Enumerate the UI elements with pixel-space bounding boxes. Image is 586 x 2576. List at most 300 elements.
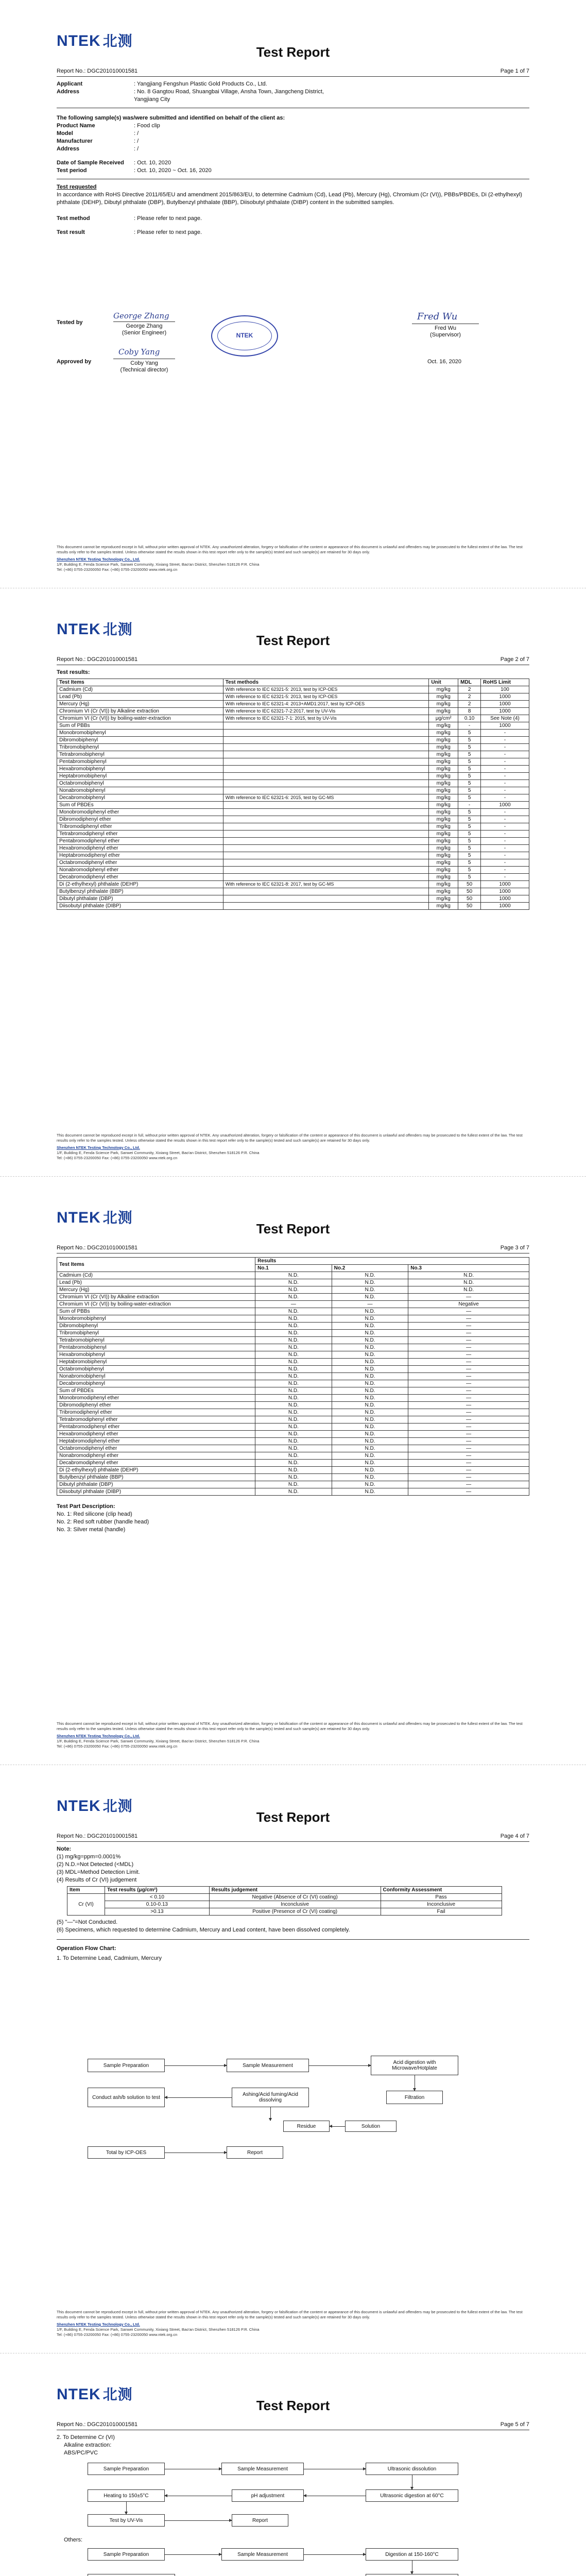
table-cell: N.D. [255,1294,332,1301]
table-cell: — [408,1294,529,1301]
judge-col-item: Item [67,1887,105,1894]
table-cell: mg/kg [429,881,458,888]
table-cell: With reference to IEC 62321-7-1: 2015, test by UV-Vis [223,715,429,722]
table-cell: N.D. [332,1416,408,1423]
table-cell: Tribromobiphenyl [57,744,223,751]
note-1: (1) mg/kg=ppm=0.0001% [57,1854,121,1860]
table-cell [223,802,429,809]
table-row [57,881,529,888]
table-cell: mg/kg [429,744,458,751]
table-cell: With reference to IEC 62321-6: 2015, test by GC-MS [223,794,429,802]
table-cell: N.D. [332,1272,408,1279]
table-cell: Butylbenzyl phthalate (BBP) [57,888,223,895]
table-cell: mg/kg [429,888,458,895]
table-cell: N.D. [332,1308,408,1315]
manufacturer-label: Manufacturer [57,138,93,144]
table-cell: N.D. [332,1351,408,1359]
page-footer: This document cannot be reproduced except in full, without prior written approval of NTEK. Any unauthorized alteration, forgery or falsification of the content or appearance of this document is unlawful and offenders may be prosecuted to the fullest extent of the law. The test results only refer to the samples tested. Unless otherwise stated the results shown in this test report refer only to the sample(s) tested and such sample(s) are retained for 30 days only. Shenzhen NTEK Testing Technology Co., Ltd. 1/F, Building E, Fenda Science Park, Sanwei Community, Xixiang Street, Bao'an District, Shenzhen 518126 P.R. China Tel: (+86) 0755-23200050 Fax: (+86) 0755-23200050 www.ntek.org.cn [57,1721,523,1749]
table-row [57,1467,529,1474]
table-cell: With reference to IEC 62321-8: 2017, test by GC-MS [223,881,429,888]
flow-sample-measurement: Sample Measurement [227,2059,309,2072]
table-cell: - [481,823,529,831]
table-cell: 5 [458,852,481,859]
table-cell [223,867,429,874]
tested-by-label: Tested by [57,319,83,326]
table-cell: mg/kg [429,693,458,701]
table-cell: N.D. [255,1315,332,1323]
table-cell: N.D. [332,1488,408,1496]
ntek-logo: NTEK 北测 [57,1798,133,1815]
table-row [57,787,529,794]
table-cell: mg/kg [429,722,458,730]
table-cell: mg/kg [429,895,458,903]
table-cell: Diisobutyl phthalate (DIBP) [57,1488,255,1496]
table-cell: N.D. [332,1474,408,1481]
supervisor-signature: Fred Wu [417,311,458,322]
table-cell: N.D. [332,1445,408,1452]
table-cell: With reference to IEC 62321-5: 2013, test by ICP-OES [223,686,429,693]
table-cell: Decabromobiphenyl [57,1380,255,1387]
table-row [57,845,529,852]
report-number: Report No.: DGC201010001581 [57,2421,138,2428]
table-cell: μg/cm² [429,715,458,722]
table-cell: mg/kg [429,867,458,874]
table-cell: — [408,1380,529,1387]
table-cell: - [481,787,529,794]
table-cell: Tetrabromodiphenyl ether [57,831,223,838]
date-received-label: Date of Sample Received [57,160,124,166]
table-row [57,1272,529,1279]
test-period-value: : Oct. 10, 2020 ~ Oct. 16, 2020 [134,167,212,174]
page-number: Page 3 of 7 [500,1245,529,1251]
product-label: Product Name [57,123,95,129]
table-cell: — [408,1323,529,1330]
report-number: Report No.: DGC201010001581 [57,68,138,74]
table-cell: Dibromodiphenyl ether [57,1402,255,1409]
table-row [57,809,529,816]
table-cell [223,823,429,831]
table-cell: 5 [458,823,481,831]
table-cell: Octabromobiphenyl [57,1366,255,1373]
table-row [57,1286,529,1294]
table-row [57,780,529,787]
test-methods-table [57,679,529,910]
table-cell: N.D. [255,1452,332,1460]
table-cell: With reference to IEC 62321-7-2:2017, test by UV-Vis [223,708,429,715]
ntek-logo: NTEK 北测 [57,32,133,49]
table-row [57,903,529,910]
table-cell: mg/kg [429,737,458,744]
model-value: : / [134,130,139,137]
judge-col-results: Test results (μg/cm²) [105,1887,210,1894]
approved-name: Coby Yang [130,360,158,366]
table-cell: — [408,1330,529,1337]
results-group-header: Results [255,1258,529,1265]
table-cell: Negative [408,1301,529,1308]
table-cell: Heptabromodiphenyl ether [57,852,223,859]
table-cell: mg/kg [429,816,458,823]
page-footer: This document cannot be reproduced except in full, without prior written approval of NTEK. Any unauthorized alteration, forgery or falsification of the content or appearance of this document is unlawful and offenders may be prosecuted to the fullest extent of the law. The test results only refer to the samples tested. Unless otherwise stated the results shown in this test report refer only to the sample(s) tested and such sample(s) are retained for 30 days only. Shenzhen NTEK Testing Technology Co., Ltd. 1/F, Building E, Fenda Science Park, Sanwei Community, Xixiang Street, Bao'an District, Shenzhen 518126 P.R. China Tel: (+86) 0755-23200050 Fax: (+86) 0755-23200050 www.ntek.org.cn [57,545,523,572]
manufacturer-value: : / [134,138,139,144]
table-row [57,701,529,708]
table-cell: Hexabromobiphenyl [57,1351,255,1359]
table-cell: N.D. [332,1344,408,1351]
table-cell [223,903,429,910]
table-row [57,1323,529,1330]
table-cell: N.D. [332,1402,408,1409]
flow-acid-digestion: Acid digestion with Microwave/Hotplate [371,2056,458,2075]
note-3: (3) MDL=Method Detection Limit. [57,1869,140,1875]
table-cell: Hexabromobiphenyl [57,766,223,773]
table-row [57,737,529,744]
table-cell: Chromium VI (Cr (VI)) by Alkaline extraction [57,708,223,715]
table-cell: 5 [458,766,481,773]
report-page-4 [0,1765,586,2353]
table-cell: N.D. [255,1308,332,1315]
flow-sub-2: 2. To Determine Cr (VI) [57,2434,115,2441]
table-row [57,1279,529,1286]
page-footer: This document cannot be reproduced except in full, without prior written approval of NTEK. Any unauthorized alteration, forgery or falsification of the content or appearance of this document is unlawful and offenders may be prosecuted to the fullest extent of the law. The test results only refer to the samples tested. Unless otherwise stated the results shown in this test report refer only to the sample(s) tested and such sample(s) are retained for 30 days only. Shenzhen NTEK Testing Technology Co., Ltd. 1/F, Building E, Fenda Science Park, Sanwei Community, Xixiang Street, Bao'an District, Shenzhen 518126 P.R. China Tel: (+86) 0755-23200050 Fax: (+86) 0755-23200050 www.ntek.org.cn [57,1133,523,1160]
flow-sample-preparation: Sample Preparation [88,2059,165,2072]
table-cell: - [481,859,529,867]
table-cell: Chromium VI (Cr (VI)) by boiling-water-extraction [57,715,223,722]
table-row [57,1445,529,1452]
report-number: Report No.: DGC201010001581 [57,1245,138,1251]
table-cell: N.D. [255,1344,332,1351]
alk-ultrasonic: Ultrasonic dissolution [366,2463,458,2475]
alk-sample-preparation: Sample Preparation [88,2463,165,2475]
test-requested-heading: Test requested [57,184,97,190]
part-2: No. 2: Red soft rubber (handle head) [57,1519,149,1525]
table-row [57,1380,529,1387]
table-cell: mg/kg [429,794,458,802]
table-cell: — [408,1409,529,1416]
table-cell: N.D. [332,1409,408,1416]
table-cell: Sum of PBBs [57,1308,255,1315]
table-cell: - [458,722,481,730]
table-cell: mg/kg [429,809,458,816]
table-cell [223,809,429,816]
note-heading: Note: [57,1846,72,1852]
table-row [57,823,529,831]
table-cell: — [408,1344,529,1351]
table-cell: 2 [458,701,481,708]
table-cell: — [408,1467,529,1474]
table-cell: mg/kg [429,766,458,773]
flow-ashing: Ashing/Acid fuming/Acid dissolving [232,2088,309,2107]
report-page-2 [0,588,586,1177]
table-cell: N.D. [255,1366,332,1373]
table-cell: - [458,802,481,809]
note-5: (5) "—"=Not Conducted. [57,1919,118,1925]
others-heading: Others: [64,2537,83,2543]
table-cell: Octabromodiphenyl ether [57,859,223,867]
table-cell: N.D. [332,1467,408,1474]
model-label: Model [57,130,73,137]
table-cell: Heptabromodiphenyl ether [57,1438,255,1445]
flow-filtration: Filtration [386,2091,443,2104]
results-col-header: No.1 [255,1265,332,1272]
table-row [57,1474,529,1481]
table-cell: N.D. [332,1315,408,1323]
oth-digestion: Digestion at 150-160°C [366,2548,458,2561]
table-cell: 100 [481,686,529,693]
table-cell: — [408,1460,529,1467]
alk-ph: pH adjustment [232,2489,304,2502]
table-cell: 50 [458,888,481,895]
table-cell [223,859,429,867]
table-row [57,1359,529,1366]
table-cell: 5 [458,737,481,744]
table-cell: N.D. [255,1467,332,1474]
table-cell: 5 [458,831,481,838]
report-number: Report No.: DGC201010001581 [57,656,138,663]
address-value-2: Yangjiang City [134,96,170,103]
table-cell: N.D. [255,1445,332,1452]
table-cell [223,722,429,730]
table-cell: N.D. [332,1323,408,1330]
supervisor-role: (Supervisor) [430,332,461,338]
table-cell: mg/kg [429,831,458,838]
table-row [57,1366,529,1373]
table-cell: - [481,758,529,766]
table-row [57,708,529,715]
report-number: Report No.: DGC201010001581 [57,1833,138,1839]
manufacturer-address-value: : / [134,146,139,152]
table-cell: N.D. [332,1279,408,1286]
table-cell: 1000 [481,903,529,910]
table-cell: - [481,766,529,773]
report-title: Test Report [256,44,330,60]
report-title: Test Report [256,2398,330,2413]
flow-sub-1: 1. To Determine Lead, Cadmium, Mercury [57,1955,162,1961]
table-cell: Sum of PBDEs [57,802,223,809]
results-col-header: No.3 [408,1265,529,1272]
table-cell: Monobromobiphenyl [57,1315,255,1323]
table-cell: — [408,1395,529,1402]
methods-col-header: MDL [458,679,481,686]
table-cell: N.D. [255,1460,332,1467]
table-cell: Decabromodiphenyl ether [57,874,223,881]
table-cell: 1000 [481,888,529,895]
ntek-logo: NTEK 北测 [57,2386,133,2403]
table-cell: Nonabromobiphenyl [57,1373,255,1380]
report-title: Test Report [256,633,330,648]
table-cell: Tetrabromobiphenyl [57,751,223,758]
table-cell: N.D. [332,1431,408,1438]
alkaline-heading: Alkaline extraction: [64,2442,112,2448]
table-cell: mg/kg [429,773,458,780]
oth-sample-measurement: Sample Measurement [221,2548,304,2561]
table-row [57,751,529,758]
table-cell: Nonabromodiphenyl ether [57,1452,255,1460]
table-cell: - [481,838,529,845]
judge-col-judgement: Results judgement [209,1887,381,1894]
table-cell: Pentabromodiphenyl ether [57,838,223,845]
table-cell: With reference to IEC 62321-5: 2013, test by ICP-OES [223,693,429,701]
table-row [57,686,529,693]
table-row [57,773,529,780]
table-cell: Octabromobiphenyl [57,780,223,787]
table-cell: N.D. [332,1373,408,1380]
company-seal: NTEK [211,315,278,357]
judge-row: < 0.10 [105,1894,210,1901]
table-cell: — [408,1481,529,1488]
test-results-heading: Test results: [57,669,90,675]
table-cell: N.D. [408,1279,529,1286]
table-cell: N.D. [332,1330,408,1337]
table-cell [223,780,429,787]
table-cell: Hexabromodiphenyl ether [57,845,223,852]
table-row [57,888,529,895]
table-cell: - [481,794,529,802]
table-row [57,794,529,802]
table-row [57,1488,529,1496]
flow-residue: Residue [283,2121,330,2132]
table-cell: — [408,1402,529,1409]
table-cell: N.D. [332,1359,408,1366]
table-cell: - [481,852,529,859]
results-col-header: No.2 [332,1265,408,1272]
table-cell: 5 [458,758,481,766]
table-cell: N.D. [255,1416,332,1423]
table-row [57,852,529,859]
table-cell: See Note (4) [481,715,529,722]
table-cell: 5 [458,874,481,881]
table-row [57,1452,529,1460]
table-row [57,831,529,838]
table-cell: — [408,1452,529,1460]
table-cell: - [481,845,529,852]
table-row [57,1416,529,1423]
table-cell: N.D. [332,1395,408,1402]
table-cell: Tribromobiphenyl [57,1330,255,1337]
table-cell [223,831,429,838]
tested-name: George Zhang [126,323,163,329]
tested-signature: George Zhang [113,311,169,320]
table-cell: Cadmium (Cd) [57,1272,255,1279]
table-cell [223,888,429,895]
table-cell: N.D. [255,1402,332,1409]
table-cell: 1000 [481,708,529,715]
table-cell: - [481,751,529,758]
table-cell: mg/kg [429,802,458,809]
part-3: No. 3: Silver metal (handle) [57,1527,126,1533]
table-cell: 5 [458,794,481,802]
judge-row: >0.13 [105,1908,210,1916]
table-row [57,722,529,730]
table-cell: N.D. [255,1337,332,1344]
approved-signature: Coby Yang [118,347,160,357]
table-cell: Pentabromodiphenyl ether [57,1423,255,1431]
table-cell: N.D. [332,1452,408,1460]
table-cell: 5 [458,809,481,816]
table-cell: Monobromodiphenyl ether [57,1395,255,1402]
results-table [57,1257,529,1496]
table-cell: Lead (Pb) [57,693,223,701]
table-cell: Chromium VI (Cr (VI)) by Alkaline extraction [57,1294,255,1301]
table-cell: Dibutyl phthalate (DBP) [57,1481,255,1488]
table-cell: N.D. [255,1387,332,1395]
table-cell [223,852,429,859]
report-page-1 [0,0,586,588]
table-cell: Di (2-ethylhexyl) phthalate (DEHP) [57,881,223,888]
table-cell: mg/kg [429,758,458,766]
alk-report: Report [232,2514,288,2527]
flow-heading: Operation Flow Chart: [57,1945,116,1952]
table-cell: N.D. [332,1387,408,1395]
table-cell: 5 [458,859,481,867]
test-result-label: Test result [57,229,85,235]
table-cell: N.D. [255,1279,332,1286]
table-cell: N.D. [255,1423,332,1431]
judge-row: Inconclusive [209,1901,381,1908]
table-cell: 1000 [481,802,529,809]
table-cell: mg/kg [429,708,458,715]
table-cell: Octabromodiphenyl ether [57,1445,255,1452]
product-value: : Food clip [134,123,160,129]
note-6: (6) Specimens, which requested to determine Cadmium, Mercury and Lead content, have been dissolved completely. [57,1927,350,1933]
table-cell [223,766,429,773]
table-cell [223,838,429,845]
table-row [57,1395,529,1402]
alk-sample-measurement: Sample Measurement [221,2463,304,2475]
table-cell: — [408,1366,529,1373]
table-cell: N.D. [255,1272,332,1279]
table-cell: N.D. [255,1395,332,1402]
flow-conduct-ash: Conduct ash/b solution to test [88,2088,165,2107]
table-cell: — [408,1359,529,1366]
table-row [57,1301,529,1308]
table-cell [223,895,429,903]
note-4: (4) Results of Cr (VI) judgement [57,1877,137,1883]
table-row [57,1351,529,1359]
table-cell: — [408,1337,529,1344]
table-cell: Butylbenzyl phthalate (BBP) [57,1474,255,1481]
table-cell [223,816,429,823]
page-footer: This document cannot be reproduced except in full, without prior written approval of NTEK. Any unauthorized alteration, forgery or falsification of the content or appearance of this document is unlawful and offenders may be prosecuted to the fullest extent of the law. The test results only refer to the samples tested. Unless otherwise stated the results shown in this test report refer only to the sample(s) tested and such sample(s) are retained for 30 days only. Shenzhen NTEK Testing Technology Co., Ltd. 1/F, Building E, Fenda Science Park, Sanwei Community, Xixiang Street, Bao'an District, Shenzhen 518126 P.R. China Tel: (+86) 0755-23200050 Fax: (+86) 0755-23200050 www.ntek.org.cn [57,2310,523,2337]
table-row [57,859,529,867]
table-cell: Sum of PBBs [57,722,223,730]
table-cell: 1000 [481,693,529,701]
methods-col-header: Test methods [223,679,429,686]
table-row [57,1294,529,1301]
ntek-logo: NTEK 北测 [57,621,133,638]
table-cell: N.D. [332,1460,408,1467]
table-cell: 50 [458,895,481,903]
table-cell: mg/kg [429,838,458,845]
table-cell: — [255,1301,332,1308]
table-cell: N.D. [332,1286,408,1294]
approved-role: (Technical director) [120,367,168,373]
table-cell: Pentabromobiphenyl [57,758,223,766]
table-cell: Cadmium (Cd) [57,686,223,693]
table-cell: mg/kg [429,874,458,881]
table-cell: — [408,1488,529,1496]
table-cell: - [481,809,529,816]
table-cell: Tribromodiphenyl ether [57,823,223,831]
judge-row: Negative (Absence of Cr (VI) coating) [209,1894,381,1901]
table-cell: 1000 [481,701,529,708]
date-received-value: : Oct. 10, 2020 [134,160,171,166]
table-cell: - [481,867,529,874]
table-cell [223,845,429,852]
table-cell: 5 [458,787,481,794]
test-result-value: : Please refer to next page. [134,229,202,235]
table-cell: N.D. [255,1481,332,1488]
table-cell: mg/kg [429,780,458,787]
table-row [57,1431,529,1438]
